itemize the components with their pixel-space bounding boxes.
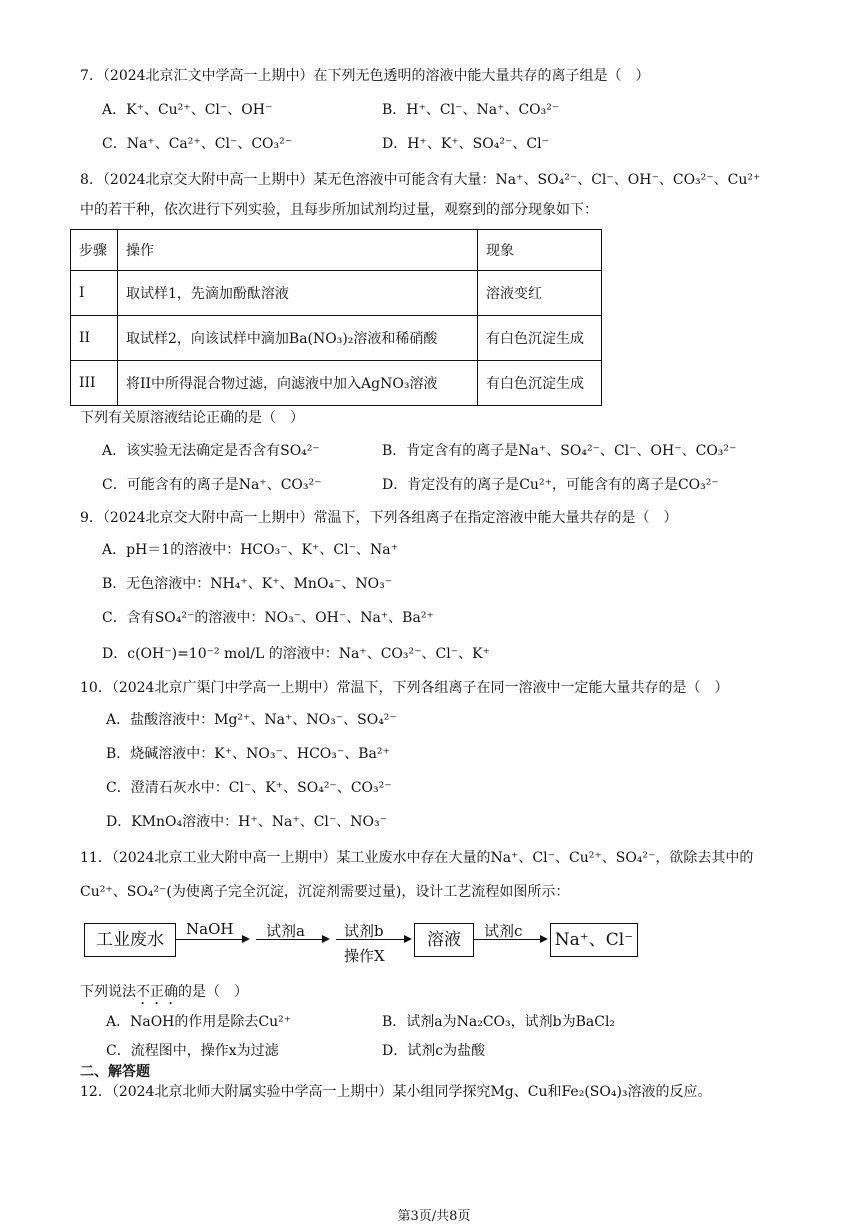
table-header-row bbox=[71, 230, 602, 271]
flow-label-naoh: NaOH bbox=[186, 920, 234, 938]
table-cell: 有白色沉淀生成 bbox=[478, 316, 602, 361]
table-cell: 有白色沉淀生成 bbox=[478, 361, 602, 406]
q8-stem-line1: 8．（2024北京交大附中高一上期中）某无色溶液中可能含有大量：Na⁺、SO₄²⁻、Cl⁻、OH⁻、CO₃²⁻、Cu²⁺ bbox=[80, 172, 761, 188]
q11-prompt-pre: 下列说法 bbox=[80, 984, 136, 1000]
table-header-cell: 步骤 bbox=[71, 230, 118, 271]
table-row bbox=[71, 361, 602, 406]
page-number: 第3页/共8页 bbox=[397, 1209, 471, 1224]
q10-option-c: C．澄清石灰水中：Cl⁻、K⁺、SO₄²⁻、CO₃²⁻ bbox=[106, 780, 392, 796]
q7-option-c: C．Na⁺、Ca²⁺、Cl⁻、CO₃²⁻ bbox=[102, 136, 293, 152]
table-cell: I bbox=[71, 271, 118, 316]
q7-option-b: B．H⁺、Cl⁻、Na⁺、CO₃²⁻ bbox=[382, 102, 560, 118]
q10-option-a: A．盐酸溶液中：Mg²⁺、Na⁺、NO₃⁻、SO₄²⁻ bbox=[106, 712, 397, 728]
table-cell: 将II中所得混合物过滤，向滤液中加入AgNO₃溶液 bbox=[118, 361, 478, 406]
q11-option-b: B．试剂a为Na₂CO₃，试剂b为BaCl₂ bbox=[382, 1014, 616, 1030]
q10-option-d: D．KMnO₄溶液中：H⁺、Na⁺、Cl⁻、NO₃⁻ bbox=[106, 814, 388, 830]
q11-stem-line1: 11．（2024北京工业大附中高一上期中）某工业废水中存在大量的Na⁺、Cl⁻、Cu²⁺、SO₄²⁻，欲除去其中的 bbox=[80, 850, 754, 866]
table-cell: 取试样1，先滴加酚酞溶液 bbox=[118, 271, 478, 316]
q8-option-c: C．可能含有的离子是Na⁺、CO₃²⁻ bbox=[102, 477, 322, 493]
q10-option-b: B．烧碱溶液中：K⁺、NO₃⁻、HCO₃⁻、Ba²⁺ bbox=[106, 746, 390, 762]
flow-box-product: Na⁺、Cl⁻ bbox=[550, 923, 638, 957]
q11-option-c: C．流程图中，操作x为过滤 bbox=[106, 1043, 279, 1059]
q9-stem: 9．（2024北京交大附中高一上期中）常温下，下列各组离子在指定溶液中能大量共存的是（ ） bbox=[80, 510, 678, 526]
table-row bbox=[71, 316, 602, 361]
q9-option-a: A．pH＝1的溶液中：HCO₃⁻、K⁺、Cl⁻、Na⁺ bbox=[102, 542, 399, 558]
section-heading: 二、解答题 bbox=[80, 1064, 150, 1080]
flow-box-wastewater: 工业废水 bbox=[84, 923, 176, 957]
flow-label-reagent-a: 试剂a bbox=[266, 922, 305, 940]
flow-box-solution: 溶液 bbox=[414, 923, 474, 957]
table-header-cell: 操作 bbox=[118, 230, 478, 271]
q9-option-d: D．c(OH⁻)=10⁻² mol/L 的溶液中：Na⁺、CO₃²⁻、Cl⁻、K⁺ bbox=[102, 646, 490, 662]
table-row bbox=[71, 271, 602, 316]
q7-option-a: A．K⁺、Cu²⁺、Cl⁻、OH⁻ bbox=[102, 102, 273, 118]
q9-option-c: C．含有SO₄²⁻的溶液中：NO₃⁻、OH⁻、Na⁺、Ba²⁺ bbox=[102, 610, 434, 626]
q12-stem: 12．（2024北京北师大附属实验中学高一上期中）某小组同学探究Mg、Cu和Fe₂(SO₄)₃溶液的反应。 bbox=[80, 1084, 712, 1100]
q11-prompt-post: 的是（ ） bbox=[178, 984, 248, 1000]
q8-option-b: B．肯定含有的离子是Na⁺、SO₄²⁻、Cl⁻、OH⁻、CO₃²⁻ bbox=[382, 443, 737, 459]
table-cell: 溶液变红 bbox=[478, 271, 602, 316]
table-cell: 取试样2，向该试样中滴加Ba(NO₃)₂溶液和稀硝酸 bbox=[118, 316, 478, 361]
flow-label-reagent-b: 试剂b bbox=[344, 922, 384, 940]
q7-stem: 7．（2024北京汇文中学高一上期中）在下列无色透明的溶液中能大量共存的离子组是（ ） bbox=[80, 68, 650, 84]
q9-option-b: B．无色溶液中：NH₄⁺、K⁺、MnO₄⁻、NO₃⁻ bbox=[102, 576, 393, 592]
q8-prompt: 下列有关原溶液结论正确的是（ ） bbox=[80, 410, 304, 426]
q7-option-d: D．H⁺、K⁺、SO₄²⁻、Cl⁻ bbox=[382, 136, 549, 152]
table-cell: III bbox=[71, 361, 118, 406]
q8-option-d: D．肯定没有的离子是Cu²⁺，可能含有的离子是CO₃²⁻ bbox=[382, 477, 719, 493]
q8-steps-table bbox=[70, 229, 602, 406]
q11-prompt bbox=[80, 982, 248, 1008]
q8-stem-line2: 中的若干种，依次进行下列实验，且每步所加试剂均过量，观察到的部分现象如下： bbox=[80, 202, 598, 218]
q11-prompt-emphasis: 不正确 bbox=[136, 984, 178, 1000]
q8-option-a: A．该实验无法确定是否含有SO₄²⁻ bbox=[102, 443, 320, 459]
table-cell: II bbox=[71, 316, 118, 361]
q10-stem: 10．（2024北京广渠门中学高一上期中）常温下，下列各组离子在同一溶液中一定能大量共存的是（ ） bbox=[80, 680, 729, 696]
q11-option-a: A．NaOH的作用是除去Cu²⁺ bbox=[106, 1014, 292, 1030]
q11-option-d: D．试剂c为盐酸 bbox=[382, 1043, 486, 1059]
table-header-cell: 现象 bbox=[478, 230, 602, 271]
flow-arrow-1 bbox=[176, 939, 248, 940]
flow-label-reagent-c: 试剂c bbox=[484, 922, 523, 940]
q11-stem-line2: Cu²⁺、SO₄²⁻(为使离子完全沉淀，沉淀剂需要过量)，设计工艺流程如图所示： bbox=[80, 884, 570, 900]
flow-label-operation-x: 操作X bbox=[344, 947, 385, 965]
